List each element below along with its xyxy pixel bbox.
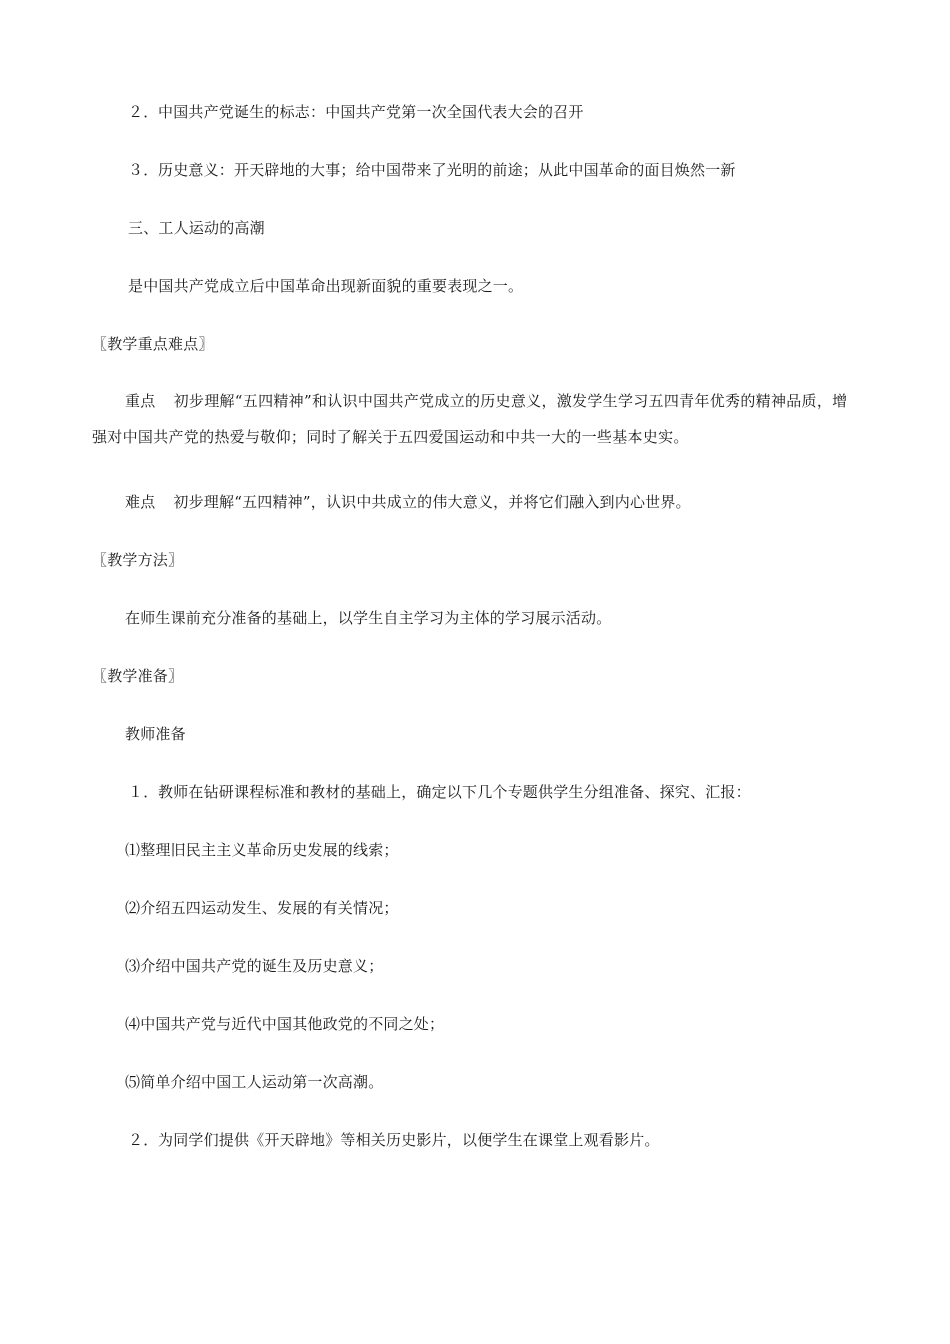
difficulty-text: 初步理解“五四精神”，认识中共成立的伟大意义，并将它们融入到内心世界。: [173, 493, 691, 511]
key-point-text: 初步理解“五四精神”和认识中国共产党成立的历史意义，激发学生学习五四青年优秀的精神品质，增强对中国共产党的热爱与敬仰；同时了解关于五四爱国运动和中共一大的一些基本史实。: [92, 392, 848, 446]
item-number: １．: [128, 783, 159, 801]
prep-item-1: [128, 782, 751, 802]
item-text: 为同学们提供《开天辟地》等相关历史影片，以便学生在课堂上观看影片。: [158, 1131, 660, 1149]
item-3-significance: [128, 160, 736, 180]
paragraph-difficulty: [125, 492, 691, 512]
subheading-teacher-preparation: 教师准备: [125, 725, 186, 743]
topic-item-5: ⑸简单介绍中国工人运动第一次高潮。: [125, 1073, 384, 1091]
item-number: ２．: [128, 1131, 159, 1149]
topic-item-1: ⑴整理旧民主主义革命历史发展的线索；: [125, 841, 399, 859]
heading-teaching-preparation: 〖教学准备〗: [92, 667, 184, 685]
topic-item-3: ⑶介绍中国共产党的诞生及历史意义；: [125, 957, 384, 975]
item-2-symbol: [128, 102, 584, 122]
section-heading-labor-movement: 三、工人运动的高潮: [128, 219, 265, 237]
difficulty-label: 难点: [125, 493, 156, 511]
heading-teaching-method: 〖教学方法〗: [92, 551, 184, 569]
item-number: ３．: [128, 161, 159, 179]
topic-item-4: ⑷中国共产党与近代中国其他政党的不同之处；: [125, 1015, 445, 1033]
item-text: 中国共产党诞生的标志：中国共产党第一次全国代表大会的召开: [158, 103, 584, 121]
item-text: 教师在钻研课程标准和教材的基础上，确定以下几个专题供学生分组准备、探究、汇报：: [158, 783, 751, 801]
item-text: 历史意义：开天辟地的大事；给中国带来了光明的前途；从此中国革命的面目焕然一新: [158, 161, 736, 179]
paragraph-labor-movement: 是中国共产党成立后中国革命出现新面貌的重要表现之一。: [128, 277, 524, 295]
key-point-label: 重点: [125, 392, 156, 410]
paragraph-key-point: [92, 383, 862, 455]
item-number: ２．: [128, 103, 159, 121]
paragraph-teaching-method: 在师生课前充分准备的基础上，以学生自主学习为主体的学习展示活动。: [125, 609, 612, 627]
prep-item-2: [128, 1130, 660, 1150]
topic-item-2: ⑵介绍五四运动发生、发展的有关情况；: [125, 899, 399, 917]
heading-key-points: 〖教学重点难点〗: [92, 335, 214, 353]
